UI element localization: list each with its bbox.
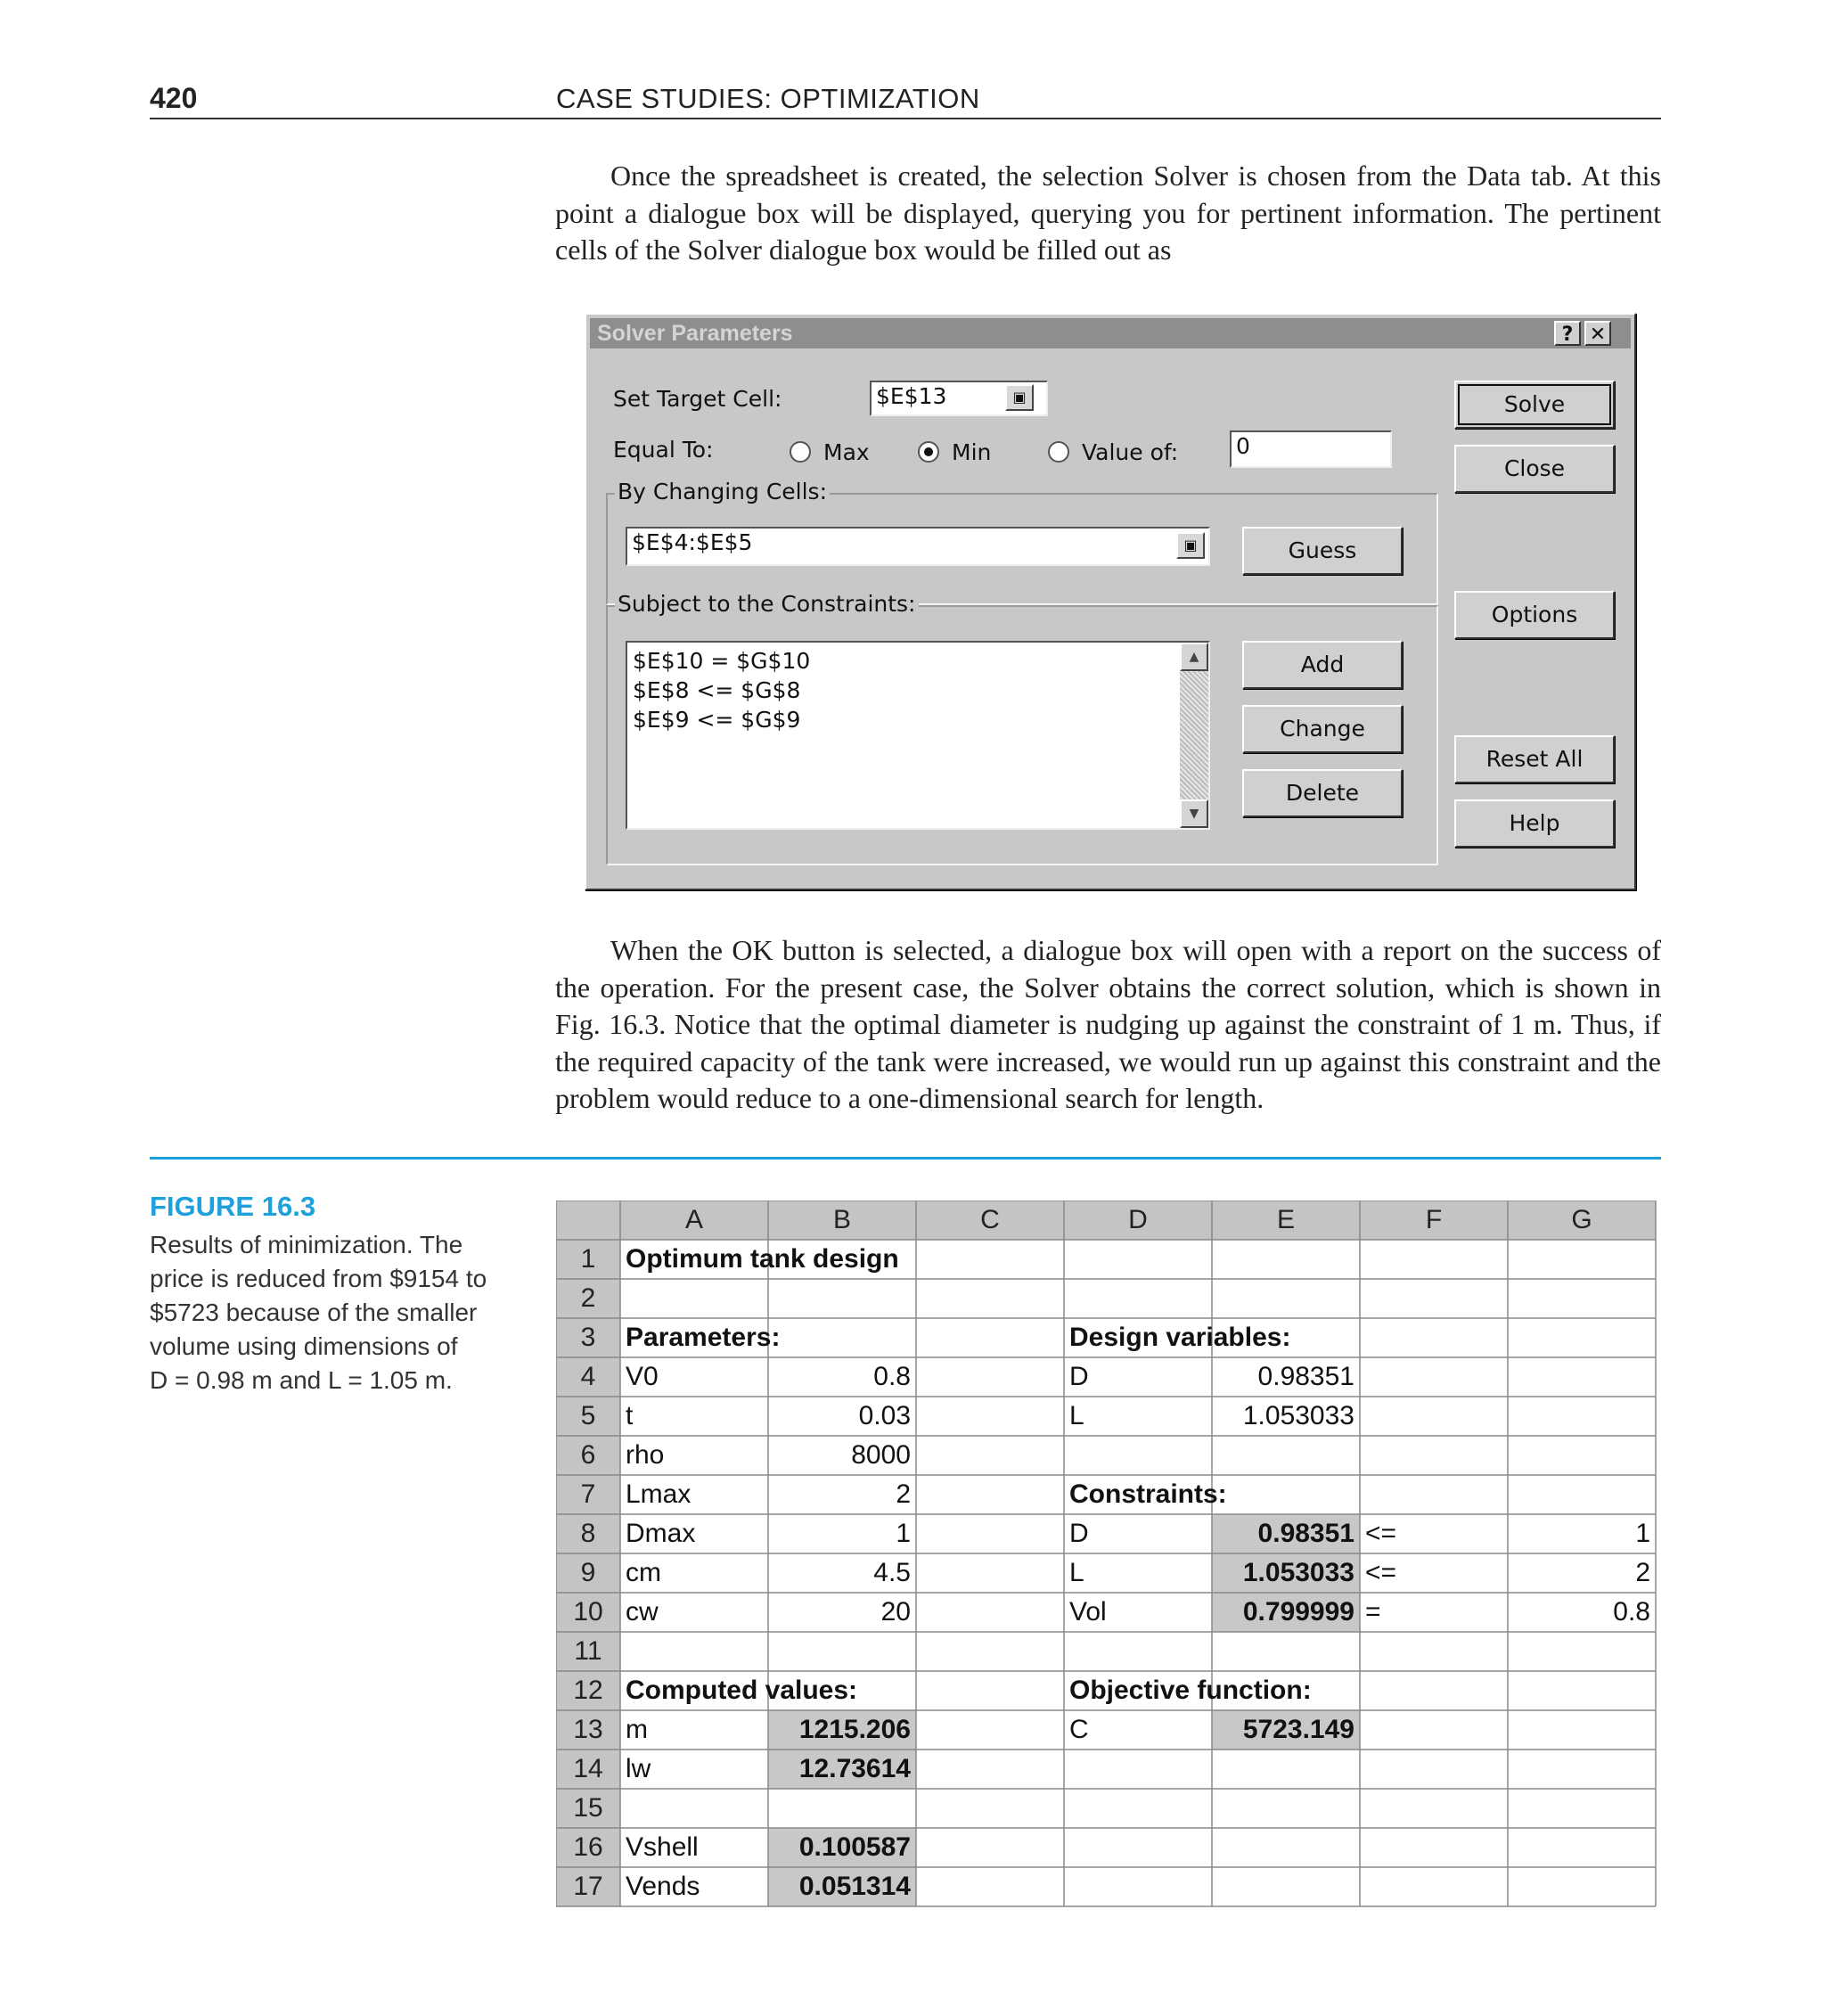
constraint-item[interactable]: $E$10 = $G$10 [633, 648, 811, 674]
paragraph-intro [555, 158, 1661, 269]
column-header-g[interactable]: G [1571, 1205, 1592, 1234]
row-header-15[interactable]: 15 [573, 1793, 603, 1823]
row-header-1[interactable]: 1 [580, 1244, 596, 1274]
row-header-6[interactable]: 6 [580, 1440, 596, 1470]
row-header-7[interactable]: 7 [580, 1479, 596, 1509]
column-header-f[interactable]: F [1425, 1205, 1443, 1234]
help-button[interactable]: Help [1454, 799, 1615, 848]
cell-e5[interactable]: 1.053033 [1242, 1401, 1354, 1430]
constraints-list[interactable] [626, 641, 1210, 830]
paragraph-result [555, 932, 1661, 1118]
target-collapse-icon[interactable]: ▣ [1005, 384, 1034, 411]
cell-g10[interactable]: 0.8 [1613, 1597, 1650, 1627]
cell-a13[interactable]: m [626, 1715, 648, 1744]
cell-b5[interactable]: 0.03 [858, 1401, 911, 1430]
cell-e8[interactable]: 0.98351 [1257, 1519, 1354, 1548]
cell-d12[interactable]: Objective function: [1069, 1676, 1312, 1705]
cell-b9[interactable]: 4.5 [873, 1558, 911, 1587]
row-header-14[interactable]: 14 [573, 1754, 603, 1783]
cell-a9[interactable]: cm [626, 1558, 661, 1587]
dialog-title: Solver Parameters [597, 321, 793, 346]
constraint-item[interactable]: $E$9 <= $G$9 [633, 707, 801, 733]
cell-b17[interactable]: 0.051314 [798, 1872, 911, 1901]
cell-b13[interactable]: 1215.206 [798, 1715, 911, 1744]
figure-caption-text [150, 1228, 524, 1397]
row-header-12[interactable]: 12 [573, 1676, 603, 1705]
row-header-2[interactable]: 2 [580, 1283, 596, 1313]
cell-a7[interactable]: Lmax [626, 1479, 692, 1509]
cell-d5[interactable]: L [1069, 1401, 1084, 1430]
cell-d13[interactable]: C [1069, 1715, 1089, 1744]
solve-button[interactable]: Solve [1454, 381, 1615, 429]
page-number: 420 [150, 82, 198, 114]
cell-b16[interactable]: 0.100587 [798, 1832, 911, 1862]
cell-a17[interactable]: Vends [626, 1872, 700, 1901]
cell-a14[interactable]: lw [626, 1754, 651, 1783]
help-icon[interactable]: ? [1554, 321, 1581, 346]
cell-a4[interactable]: V0 [626, 1362, 659, 1391]
cell-d10[interactable]: Vol [1069, 1597, 1107, 1627]
changing-cells-label: By Changing Cells: [615, 479, 830, 504]
changing-collapse-icon[interactable]: ▣ [1176, 532, 1205, 559]
caption-line: $5723 because of the smaller [150, 1299, 478, 1326]
constraints-label: Subject to the Constraints: [615, 591, 919, 617]
cell-a5[interactable]: t [626, 1401, 634, 1430]
radio-min-label: Min [952, 439, 992, 465]
cell-a8[interactable]: Dmax [626, 1519, 696, 1548]
cell-d9[interactable]: L [1069, 1558, 1084, 1587]
cell-e4[interactable]: 0.98351 [1257, 1362, 1354, 1391]
column-header-a[interactable]: A [684, 1205, 703, 1234]
cell-d7[interactable]: Constraints: [1069, 1479, 1227, 1509]
radio-value-of[interactable] [1048, 441, 1069, 463]
row-header-16[interactable]: 16 [573, 1832, 603, 1862]
paragraph-text: Once the spreadsheet is created, the selection Solver is chosen from the Data tab. At this point a dialogue box will be displayed, querying you for pertinent information. The pertinent cells of the Solver dialogue box would be filled out as [555, 160, 1661, 266]
reset-all-button[interactable]: Reset All [1454, 735, 1615, 783]
row-header-13[interactable]: 13 [573, 1715, 603, 1744]
spreadsheet [556, 1201, 1652, 1906]
running-title: CASE STUDIES: OPTIMIZATION [556, 83, 980, 114]
scroll-down-icon[interactable]: ▼ [1180, 799, 1208, 828]
radio-max-label: Max [823, 439, 870, 465]
row-header-3[interactable]: 3 [580, 1323, 596, 1352]
cell-a3[interactable]: Parameters: [626, 1323, 781, 1352]
cell-b10[interactable]: 20 [880, 1597, 911, 1627]
options-button[interactable]: Options [1454, 591, 1615, 639]
radio-min[interactable] [918, 441, 939, 463]
paragraph-text: When the OK button is selected, a dialogue box will open with a report on the success of the operation. For the present case, the Solver obtains the correct solution, which is shown in Fig. 16.3. Notice that the optimal diameter is nudging up against the constraint of 1 m. Thus, if the required capacity of the tank were increased, we would run up against this constraint and the problem would reduce to a one-dimensional search for length. [555, 934, 1661, 1114]
cell-a12[interactable]: Computed values: [626, 1676, 858, 1705]
caption-line: volume using dimensions of [150, 1332, 458, 1360]
page-header [150, 82, 1661, 119]
cell-d8[interactable]: D [1069, 1519, 1089, 1548]
cell-a1[interactable]: Optimum tank design [626, 1244, 899, 1274]
cell-b4[interactable]: 0.8 [873, 1362, 911, 1391]
radio-value-of-label: Value of: [1082, 439, 1179, 465]
dialog-titlebar [590, 318, 1631, 348]
cell-g9[interactable]: 2 [1635, 1558, 1650, 1587]
column-header-b[interactable]: B [832, 1205, 851, 1234]
cell-a6[interactable]: rho [626, 1440, 665, 1470]
cell-a16[interactable]: Vshell [626, 1832, 699, 1862]
column-header-e[interactable]: E [1276, 1205, 1295, 1234]
row-header-9[interactable]: 9 [580, 1558, 596, 1587]
changing-cells-input[interactable]: $E$4:$E$5 [626, 527, 1210, 566]
caption-line: price is reduced from $9154 to [150, 1265, 487, 1292]
close-button[interactable]: Close [1454, 445, 1615, 493]
cell-f9[interactable]: <= [1365, 1558, 1397, 1587]
column-header-d[interactable]: D [1128, 1205, 1148, 1234]
cell-d4[interactable]: D [1069, 1362, 1089, 1391]
column-header-c[interactable]: C [980, 1205, 1000, 1234]
change-button[interactable]: Change [1242, 705, 1403, 753]
scroll-up-icon[interactable]: ▲ [1180, 643, 1208, 671]
row-header-5[interactable]: 5 [580, 1401, 596, 1430]
target-cell-input[interactable]: $E$13 [870, 381, 1048, 416]
cell-f8[interactable]: <= [1365, 1519, 1397, 1548]
cell-f10[interactable]: = [1365, 1597, 1381, 1627]
delete-button[interactable]: Delete [1242, 769, 1403, 817]
row-header-10[interactable]: 10 [573, 1597, 603, 1627]
caption-line: D = 0.98 m and L = 1.05 m. [150, 1366, 453, 1394]
caption-line: Results of minimization. The [150, 1231, 463, 1258]
cell-b8[interactable]: 1 [896, 1519, 911, 1548]
figure-caption [150, 1191, 524, 1397]
radio-max[interactable] [790, 441, 811, 463]
figure-label: FIGURE 16.3 [150, 1191, 316, 1222]
target-cell-label: Set Target Cell: [613, 386, 782, 412]
figure-rule [150, 1157, 1661, 1160]
cell-b6[interactable]: 8000 [851, 1440, 911, 1470]
cell-e13[interactable]: 5723.149 [1242, 1715, 1354, 1744]
equal-to-label: Equal To: [613, 437, 714, 463]
solver-dialog [585, 313, 1636, 890]
cell-a10[interactable]: cw [626, 1597, 659, 1627]
value-of-input[interactable]: 0 [1230, 430, 1392, 468]
cell-e9[interactable]: 1.053033 [1242, 1558, 1354, 1587]
row-header-17[interactable]: 17 [573, 1872, 603, 1901]
cell-d3[interactable]: Design variables: [1069, 1323, 1291, 1352]
close-icon[interactable]: ✕ [1584, 321, 1611, 346]
cell-e10[interactable]: 0.799999 [1242, 1597, 1354, 1627]
add-button[interactable]: Add [1242, 641, 1403, 689]
guess-button[interactable]: Guess [1242, 527, 1403, 575]
row-header-8[interactable]: 8 [580, 1519, 596, 1548]
cell-b7[interactable]: 2 [896, 1479, 911, 1509]
row-header-11[interactable]: 11 [574, 1636, 602, 1666]
cell-b14[interactable]: 12.73614 [798, 1754, 911, 1783]
constraints-scrollbar[interactable] [1180, 643, 1208, 828]
cell-g8[interactable]: 1 [1635, 1519, 1650, 1548]
row-header-4[interactable]: 4 [580, 1362, 596, 1391]
constraint-item[interactable]: $E$8 <= $G$8 [633, 677, 801, 703]
